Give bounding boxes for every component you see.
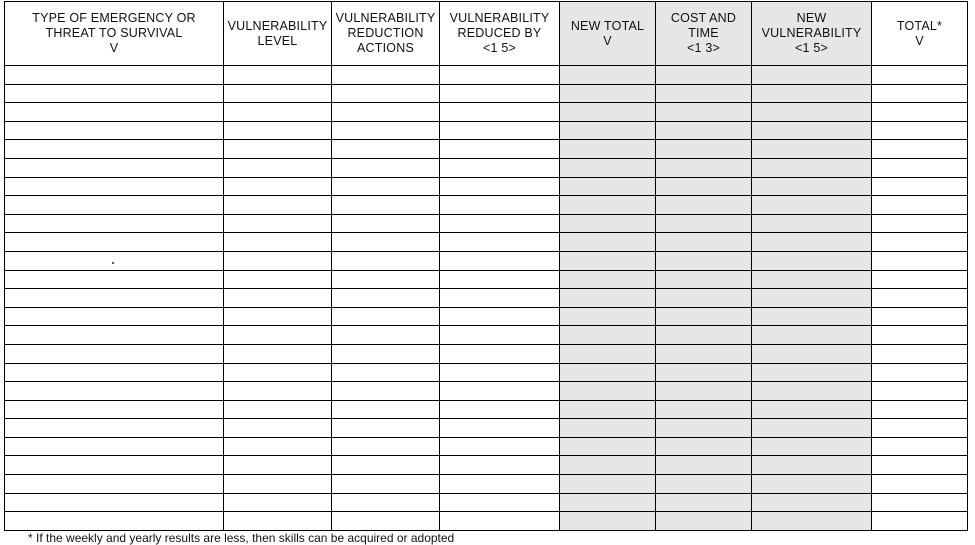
cell-emergency-type[interactable] (5, 344, 224, 363)
cell-total[interactable] (872, 400, 968, 419)
header-line: TOTAL* (896, 18, 943, 33)
cell-reduced-by[interactable] (440, 493, 560, 512)
cell-emergency-type[interactable] (5, 307, 224, 326)
cell-cost-and-time[interactable] (656, 214, 752, 233)
header-line: REDUCTION (347, 26, 424, 40)
cell-new-vulnerability[interactable] (752, 140, 872, 159)
cell-total[interactable] (872, 214, 968, 233)
cell-new-total[interactable] (560, 344, 656, 363)
table-row (5, 214, 968, 233)
cell-emergency-type[interactable] (5, 121, 224, 140)
cell-total[interactable] (872, 326, 968, 345)
cell-reduced-by[interactable] (440, 363, 560, 382)
cell-new-total[interactable] (560, 363, 656, 382)
cell-reduced-by[interactable] (440, 344, 560, 363)
header-line: VULNERABILITY (761, 26, 862, 40)
header-reduced-by (440, 2, 560, 66)
cell-reduced-by[interactable] (440, 140, 560, 159)
stray-mark (112, 262, 114, 264)
cell-cost-and-time[interactable] (656, 196, 752, 215)
cell-new-vulnerability[interactable] (752, 66, 872, 85)
table-row (5, 270, 968, 289)
cell-emergency-type[interactable] (5, 158, 224, 177)
cell-emergency-type[interactable] (5, 512, 224, 531)
cell-reduction-actions[interactable] (332, 456, 440, 475)
cell-total[interactable] (872, 158, 968, 177)
cell-emergency-type[interactable] (5, 419, 224, 438)
cell-vulnerability-level[interactable] (224, 233, 332, 252)
cell-vulnerability-level[interactable] (224, 289, 332, 308)
cell-cost-and-time[interactable] (656, 103, 752, 122)
cell-new-vulnerability[interactable] (752, 121, 872, 140)
header-line: VULNERABILITY (449, 11, 550, 25)
cell-new-vulnerability[interactable] (752, 326, 872, 345)
cell-emergency-type[interactable] (5, 84, 224, 103)
header-line: V (915, 33, 924, 48)
cell-reduction-actions[interactable] (332, 270, 440, 289)
cell-vulnerability-level[interactable] (224, 84, 332, 103)
cell-cost-and-time[interactable] (656, 363, 752, 382)
header-line: REDUCED BY (457, 26, 542, 40)
table-row (5, 158, 968, 177)
cell-reduction-actions[interactable] (332, 103, 440, 122)
cell-reduction-actions[interactable] (332, 437, 440, 456)
cell-reduced-by[interactable] (440, 382, 560, 401)
cell-new-vulnerability[interactable] (752, 84, 872, 103)
cell-new-vulnerability[interactable] (752, 307, 872, 326)
cell-cost-and-time[interactable] (656, 84, 752, 103)
cell-total[interactable] (872, 140, 968, 159)
cell-emergency-type[interactable] (5, 177, 224, 196)
cell-new-total[interactable] (560, 475, 656, 494)
cell-reduced-by[interactable] (440, 326, 560, 345)
cell-new-total[interactable] (560, 251, 656, 270)
cell-reduced-by[interactable] (440, 233, 560, 252)
cell-total[interactable] (872, 512, 968, 531)
cell-new-vulnerability[interactable] (752, 437, 872, 456)
cell-total[interactable] (872, 493, 968, 512)
cell-vulnerability-level[interactable] (224, 475, 332, 494)
cell-total[interactable] (872, 233, 968, 252)
header-emergency-type (5, 2, 224, 66)
cell-reduction-actions[interactable] (332, 214, 440, 233)
cell-reduction-actions[interactable] (332, 512, 440, 531)
cell-new-total[interactable] (560, 512, 656, 531)
cell-reduction-actions[interactable] (332, 289, 440, 308)
cell-total[interactable] (872, 437, 968, 456)
cell-new-total[interactable] (560, 214, 656, 233)
header-reduction-actions (332, 2, 440, 66)
header-line: VULNERABILITY (335, 11, 436, 25)
cell-cost-and-time[interactable] (656, 251, 752, 270)
cell-cost-and-time[interactable] (656, 140, 752, 159)
cell-new-vulnerability[interactable] (752, 270, 872, 289)
cell-emergency-type[interactable] (5, 456, 224, 475)
cell-new-total[interactable] (560, 326, 656, 345)
cell-total[interactable] (872, 270, 968, 289)
cell-vulnerability-level[interactable] (224, 456, 332, 475)
cell-vulnerability-level[interactable] (224, 103, 332, 122)
cell-new-total[interactable] (560, 382, 656, 401)
cell-reduced-by[interactable] (440, 121, 560, 140)
table-row (5, 121, 968, 140)
header-line: NEW (796, 11, 827, 25)
cell-new-vulnerability[interactable] (752, 158, 872, 177)
cell-total[interactable] (872, 344, 968, 363)
cell-total[interactable] (872, 196, 968, 215)
cell-cost-and-time[interactable] (656, 121, 752, 140)
cell-cost-and-time[interactable] (656, 66, 752, 85)
table-row (5, 326, 968, 345)
cell-reduced-by[interactable] (440, 475, 560, 494)
cell-reduced-by[interactable] (440, 400, 560, 419)
cell-reduction-actions[interactable] (332, 400, 440, 419)
table-row (5, 307, 968, 326)
cell-vulnerability-level[interactable] (224, 363, 332, 382)
cell-emergency-type[interactable] (5, 251, 224, 270)
cell-cost-and-time[interactable] (656, 326, 752, 345)
cell-reduced-by[interactable] (440, 177, 560, 196)
worksheet-body (5, 66, 968, 531)
table-row (5, 233, 968, 252)
cell-emergency-type[interactable] (5, 289, 224, 308)
cell-reduced-by[interactable] (440, 66, 560, 85)
cell-emergency-type[interactable] (5, 475, 224, 494)
cell-new-total[interactable] (560, 456, 656, 475)
cell-reduction-actions[interactable] (332, 326, 440, 345)
cell-new-total[interactable] (560, 437, 656, 456)
cell-emergency-type[interactable] (5, 214, 224, 233)
cell-vulnerability-level[interactable] (224, 419, 332, 438)
header-new-vulnerability (752, 2, 872, 66)
cell-vulnerability-level[interactable] (224, 344, 332, 363)
cell-total[interactable] (872, 419, 968, 438)
cell-vulnerability-level[interactable] (224, 493, 332, 512)
table-row (5, 512, 968, 531)
table-row (5, 84, 968, 103)
cell-emergency-type[interactable] (5, 270, 224, 289)
cell-new-vulnerability[interactable] (752, 419, 872, 438)
cell-vulnerability-level[interactable] (224, 251, 332, 270)
header-new-total (560, 2, 656, 66)
table-row (5, 400, 968, 419)
cell-new-total[interactable] (560, 233, 656, 252)
table-row (5, 289, 968, 308)
cell-new-vulnerability[interactable] (752, 493, 872, 512)
cell-cost-and-time[interactable] (656, 419, 752, 438)
cell-reduced-by[interactable] (440, 307, 560, 326)
vulnerability-worksheet-table (4, 1, 968, 531)
cell-new-vulnerability[interactable] (752, 382, 872, 401)
cell-reduction-actions[interactable] (332, 382, 440, 401)
table-row (5, 493, 968, 512)
header-total (872, 2, 968, 66)
cell-cost-and-time[interactable] (656, 233, 752, 252)
cell-reduction-actions[interactable] (332, 196, 440, 215)
cell-new-total[interactable] (560, 419, 656, 438)
cell-reduction-actions[interactable] (332, 121, 440, 140)
cell-reduction-actions[interactable] (332, 177, 440, 196)
header-line: NEW TOTAL (570, 18, 645, 33)
cell-vulnerability-level[interactable] (224, 400, 332, 419)
cell-emergency-type[interactable] (5, 400, 224, 419)
header-line: <1 5> (483, 41, 516, 55)
cell-reduction-actions[interactable] (332, 475, 440, 494)
header-vulnerability-level (224, 2, 332, 66)
header-line: V (109, 41, 119, 55)
cell-reduction-actions[interactable] (332, 84, 440, 103)
cell-new-vulnerability[interactable] (752, 233, 872, 252)
cell-vulnerability-level[interactable] (224, 307, 332, 326)
header-line: <1 5> (795, 41, 828, 55)
cell-total[interactable] (872, 475, 968, 494)
cell-new-total[interactable] (560, 103, 656, 122)
cell-emergency-type[interactable] (5, 233, 224, 252)
cell-new-vulnerability[interactable] (752, 400, 872, 419)
cell-new-vulnerability[interactable] (752, 196, 872, 215)
cell-cost-and-time[interactable] (656, 270, 752, 289)
table-row (5, 382, 968, 401)
table-row (5, 437, 968, 456)
cell-cost-and-time[interactable] (656, 493, 752, 512)
cell-reduction-actions[interactable] (332, 233, 440, 252)
cell-new-total[interactable] (560, 66, 656, 85)
cell-vulnerability-level[interactable] (224, 196, 332, 215)
table-row (5, 66, 968, 85)
table-row (5, 177, 968, 196)
cell-cost-and-time[interactable] (656, 158, 752, 177)
cell-cost-and-time[interactable] (656, 475, 752, 494)
cell-emergency-type[interactable] (5, 493, 224, 512)
cell-new-vulnerability[interactable] (752, 251, 872, 270)
header-line: TIME (688, 26, 719, 40)
cell-new-total[interactable] (560, 289, 656, 308)
table-row (5, 103, 968, 122)
cell-total[interactable] (872, 363, 968, 382)
header-line: LEVEL (257, 33, 298, 48)
cell-emergency-type[interactable] (5, 66, 224, 85)
cell-new-vulnerability[interactable] (752, 103, 872, 122)
footnote: * If the weekly and yearly results are less, then skills can be acquired or adopted (28, 531, 455, 545)
cell-cost-and-time[interactable] (656, 437, 752, 456)
cell-new-vulnerability[interactable] (752, 363, 872, 382)
cell-new-total[interactable] (560, 400, 656, 419)
cell-reduced-by[interactable] (440, 289, 560, 308)
cell-reduction-actions[interactable] (332, 363, 440, 382)
cell-reduced-by[interactable] (440, 437, 560, 456)
cell-emergency-type[interactable] (5, 437, 224, 456)
cell-new-vulnerability[interactable] (752, 214, 872, 233)
cell-reduction-actions[interactable] (332, 493, 440, 512)
table-row (5, 251, 968, 270)
cell-cost-and-time[interactable] (656, 344, 752, 363)
cell-reduced-by[interactable] (440, 456, 560, 475)
cell-new-vulnerability[interactable] (752, 456, 872, 475)
cell-emergency-type[interactable] (5, 382, 224, 401)
cell-vulnerability-level[interactable] (224, 270, 332, 289)
cell-reduced-by[interactable] (440, 196, 560, 215)
cell-total[interactable] (872, 103, 968, 122)
cell-cost-and-time[interactable] (656, 400, 752, 419)
cell-cost-and-time[interactable] (656, 456, 752, 475)
table-row (5, 344, 968, 363)
cell-total[interactable] (872, 251, 968, 270)
cell-vulnerability-level[interactable] (224, 158, 332, 177)
cell-new-vulnerability[interactable] (752, 177, 872, 196)
cell-cost-and-time[interactable] (656, 289, 752, 308)
cell-total[interactable] (872, 307, 968, 326)
header-line: COST AND (670, 11, 737, 25)
cell-vulnerability-level[interactable] (224, 382, 332, 401)
cell-new-total[interactable] (560, 270, 656, 289)
cell-vulnerability-level[interactable] (224, 140, 332, 159)
cell-total[interactable] (872, 84, 968, 103)
cell-reduction-actions[interactable] (332, 66, 440, 85)
cell-vulnerability-level[interactable] (224, 512, 332, 531)
cell-new-vulnerability[interactable] (752, 344, 872, 363)
cell-reduced-by[interactable] (440, 214, 560, 233)
cell-emergency-type[interactable] (5, 363, 224, 382)
cell-new-total[interactable] (560, 177, 656, 196)
cell-reduced-by[interactable] (440, 270, 560, 289)
cell-reduction-actions[interactable] (332, 307, 440, 326)
cell-reduced-by[interactable] (440, 512, 560, 531)
cell-reduced-by[interactable] (440, 419, 560, 438)
cell-reduced-by[interactable] (440, 158, 560, 177)
cell-emergency-type[interactable] (5, 140, 224, 159)
cell-cost-and-time[interactable] (656, 307, 752, 326)
cell-new-vulnerability[interactable] (752, 512, 872, 531)
cell-total[interactable] (872, 289, 968, 308)
cell-reduced-by[interactable] (440, 251, 560, 270)
cell-cost-and-time[interactable] (656, 512, 752, 531)
cell-new-vulnerability[interactable] (752, 475, 872, 494)
header-line: V (603, 33, 612, 48)
cell-total[interactable] (872, 456, 968, 475)
table-row (5, 363, 968, 382)
cell-new-total[interactable] (560, 140, 656, 159)
cell-cost-and-time[interactable] (656, 382, 752, 401)
cell-vulnerability-level[interactable] (224, 121, 332, 140)
header-line: ACTIONS (357, 41, 414, 55)
cell-emergency-type[interactable] (5, 103, 224, 122)
cell-cost-and-time[interactable] (656, 177, 752, 196)
cell-vulnerability-level[interactable] (224, 437, 332, 456)
cell-new-total[interactable] (560, 196, 656, 215)
cell-vulnerability-level[interactable] (224, 326, 332, 345)
header-line: VULNERABILITY (227, 18, 328, 33)
cell-total[interactable] (872, 66, 968, 85)
cell-vulnerability-level[interactable] (224, 66, 332, 85)
cell-new-total[interactable] (560, 158, 656, 177)
header-line: THREAT TO SURVIVAL (45, 26, 183, 40)
cell-reduction-actions[interactable] (332, 140, 440, 159)
table-row (5, 456, 968, 475)
cell-vulnerability-level[interactable] (224, 214, 332, 233)
cell-reduced-by[interactable] (440, 103, 560, 122)
header-row (5, 2, 968, 66)
cell-vulnerability-level[interactable] (224, 177, 332, 196)
cell-emergency-type[interactable] (5, 196, 224, 215)
cell-new-total[interactable] (560, 307, 656, 326)
header-line: TYPE OF EMERGENCY OR (32, 11, 196, 25)
table-row (5, 140, 968, 159)
cell-emergency-type[interactable] (5, 326, 224, 345)
cell-new-total[interactable] (560, 121, 656, 140)
header-cost-and-time (656, 2, 752, 66)
cell-reduced-by[interactable] (440, 84, 560, 103)
cell-reduction-actions[interactable] (332, 344, 440, 363)
cell-total[interactable] (872, 177, 968, 196)
cell-reduction-actions[interactable] (332, 251, 440, 270)
cell-new-total[interactable] (560, 84, 656, 103)
header-line: <1 3> (687, 41, 720, 55)
table-row (5, 419, 968, 438)
table-row (5, 475, 968, 494)
cell-reduction-actions[interactable] (332, 419, 440, 438)
cell-new-total[interactable] (560, 493, 656, 512)
cell-new-vulnerability[interactable] (752, 289, 872, 308)
table-row (5, 196, 968, 215)
cell-total[interactable] (872, 121, 968, 140)
cell-reduction-actions[interactable] (332, 158, 440, 177)
cell-total[interactable] (872, 382, 968, 401)
